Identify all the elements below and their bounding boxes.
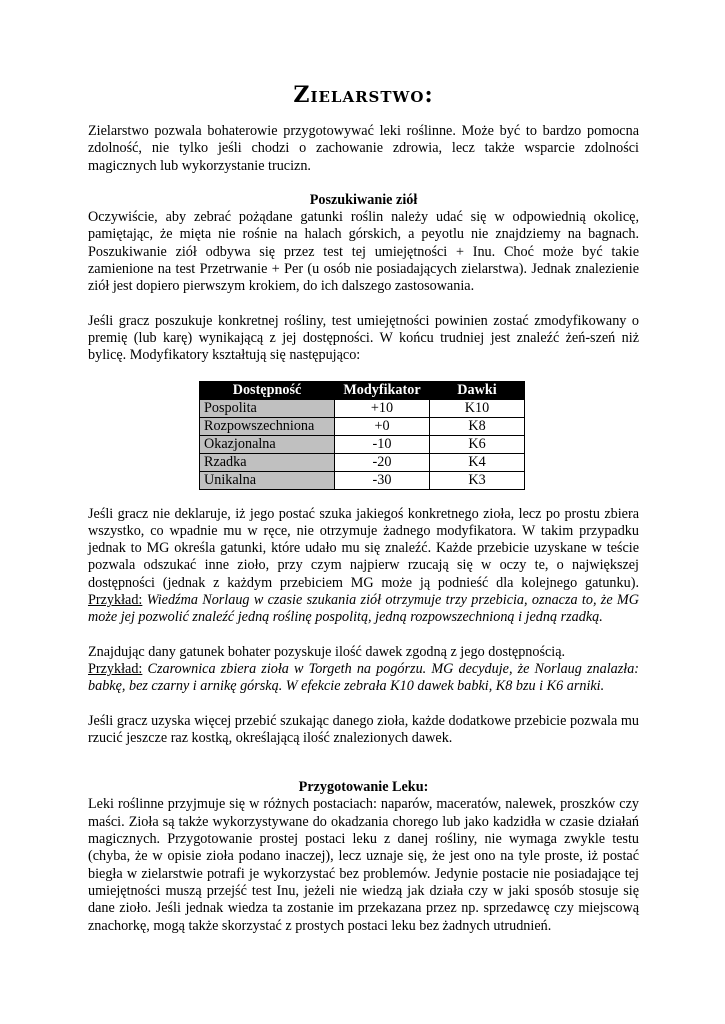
table-row [200, 435, 525, 453]
availability-cell: Pospolita [200, 399, 335, 417]
intro-paragraph: Zielarstwo pozwala bohaterowie przygotowywać leki roślinne. Może być to bardzo pomocna zdolność, nie tylko jeśli chodzi o zachowanie zdrowia, lecz także wsparcie zdolności magicznych lub wykorzystanie trucizn. [88, 123, 639, 174]
table-row [200, 417, 525, 435]
search-paragraph-3-text: Jeśli gracz nie deklaruje, iż jego postać szuka jakiegoś konkretnego zioła, lecz po prostu zbiera wszystko, co wpadnie mu w ręce, nie otrzymuje żadnego modyfikatora. W takim przypadku jednak to MG określa gatunki, które udało mu się znaleźć. Każde przebicie uzyskane w teście pozwala odszukać inne zioło, przy czym najpierw rzucają się w oczy te, o największej dostępności (jednak z każdym przebiciem MG może ją podnieść dla kolejnego gatunku). [88, 505, 639, 591]
search-paragraph-4 [88, 644, 639, 696]
table-row [200, 453, 525, 471]
modifier-cell: -10 [335, 435, 430, 453]
example-text: Czarownica zbiera zioła w Torgeth na pogórzu. MG decyduje, że Norlaug znalazła: babkę, bez czarny i arnikę górską. W efekcie zebrała K10 dawek babki, K8 bzu i K6 arniki. [88, 660, 640, 695]
table-row [200, 471, 525, 489]
section-heading-herb-search: Poszukiwanie ziół [309, 191, 418, 208]
modifier-cell: +0 [335, 417, 430, 435]
spacer [88, 296, 639, 313]
header-availability: Dostępność [200, 381, 335, 399]
header-doses: Dawki [430, 381, 525, 399]
search-paragraph-5: Jeśli gracz uzyska więcej przebić szukając danego zioła, każde dodatkowe przebicie pozwala mu rzucić jeszcze raz kostką, określającą ilość znalezionych dawek. [88, 712, 639, 746]
doses-cell: K6 [430, 435, 525, 453]
modifier-cell: +10 [335, 399, 430, 417]
spacer [88, 627, 639, 644]
example-text: Wiedźma Norlaug w czasie szukania ziół otrzymuje trzy przebicia, oznacza to, że MG może jej pozwolić znaleźć jedną roślinę pospolitą, jedną rozpowszechnioną i jedną rzadką. [88, 592, 639, 626]
spacer [88, 696, 639, 713]
modifier-cell: -20 [335, 453, 430, 471]
page-title: Zielarstwo: [293, 82, 434, 108]
availability-cell: Unikalna [200, 471, 335, 489]
doses-cell: K8 [430, 417, 525, 435]
spacer [88, 175, 639, 192]
search-paragraph-1: Oczywiście, aby zebrać pożądane gatunki roślin należy udać się w odpowiednią okolicę, pamiętając, że mięta nie rośnie na halach górskich, a peyotlu nie znajdziemy na bagnach. Poszukiwanie ziół odbywa się przez test tej umiejętności + Inu. Choć może być takie zamienione na test Przetrwanie + Per (u osób nie posiadających zielarstwa). Jednak znalezienie ziół jest dopiero pierwszym krokiem, do ich dalszego zastosowania. [88, 209, 639, 295]
example-label: Przykład: [88, 660, 143, 677]
spacer [88, 747, 639, 779]
search-paragraph-4-text: Znajdując dany gatunek bohater pozyskuje ilość dawek zgodną z jego dostępnością. [88, 643, 566, 660]
availability-cell: Rzadka [200, 453, 335, 471]
doses-cell: K3 [430, 471, 525, 489]
availability-modifiers-table [199, 381, 525, 490]
example-label: Przykład: [88, 592, 143, 609]
search-paragraph-2: Jeśli gracz poszukuje konkretnej rośliny, test umiejętności powinien zostać zmodyfikowany o premię (lub karę) wynikającą z jej dostępności. W końcu trudniej jest znaleźć żeń-szeń niż bylicę. Modyfikatory kształtują się następująco: [88, 312, 639, 364]
table-header-row [200, 381, 525, 399]
modifier-cell: -30 [335, 471, 430, 489]
header-modifier: Modyfikator [335, 381, 430, 399]
doses-cell: K10 [430, 399, 525, 417]
search-paragraph-3 [88, 506, 639, 627]
table-row [200, 399, 525, 417]
preparation-paragraph: Leki roślinne przyjmuje się w różnych postaciach: naparów, maceratów, nalewek, proszków czy maści. Zioła są także wykorzystywane do okadzania chorego lub jako kadzidła w czasie działań magicznych. Przygotowanie prostej postaci leku z danej rośliny, nie wymaga zwykle testu (chyba, że w opisie zioła podano inaczej), lecz uznaje się, że jest ono na tyle proste, iż postać biegła w zielarstwie potrafi je wykorzystać bez problemów. Jedynie postacie nie posiadające tej umiejętności muszą przejść test Inu, jeżeli nie wiedzą jak działa czy w jaki sposób stosuje się dane zioło. Jeśli jednak wiedza ta zostanie im przekazana przez np. sprzedawcę czy miejscową znachorkę, mogą także skorzystać z prostych postaci leku bez żadnych utrudnień. [88, 796, 639, 934]
availability-cell: Okazjonalna [200, 435, 335, 453]
availability-cell: Rozpowszechniona [200, 417, 335, 435]
doses-cell: K4 [430, 453, 525, 471]
section-heading-preparation: Przygotowanie Leku: [298, 779, 429, 796]
document-page [88, 82, 639, 935]
